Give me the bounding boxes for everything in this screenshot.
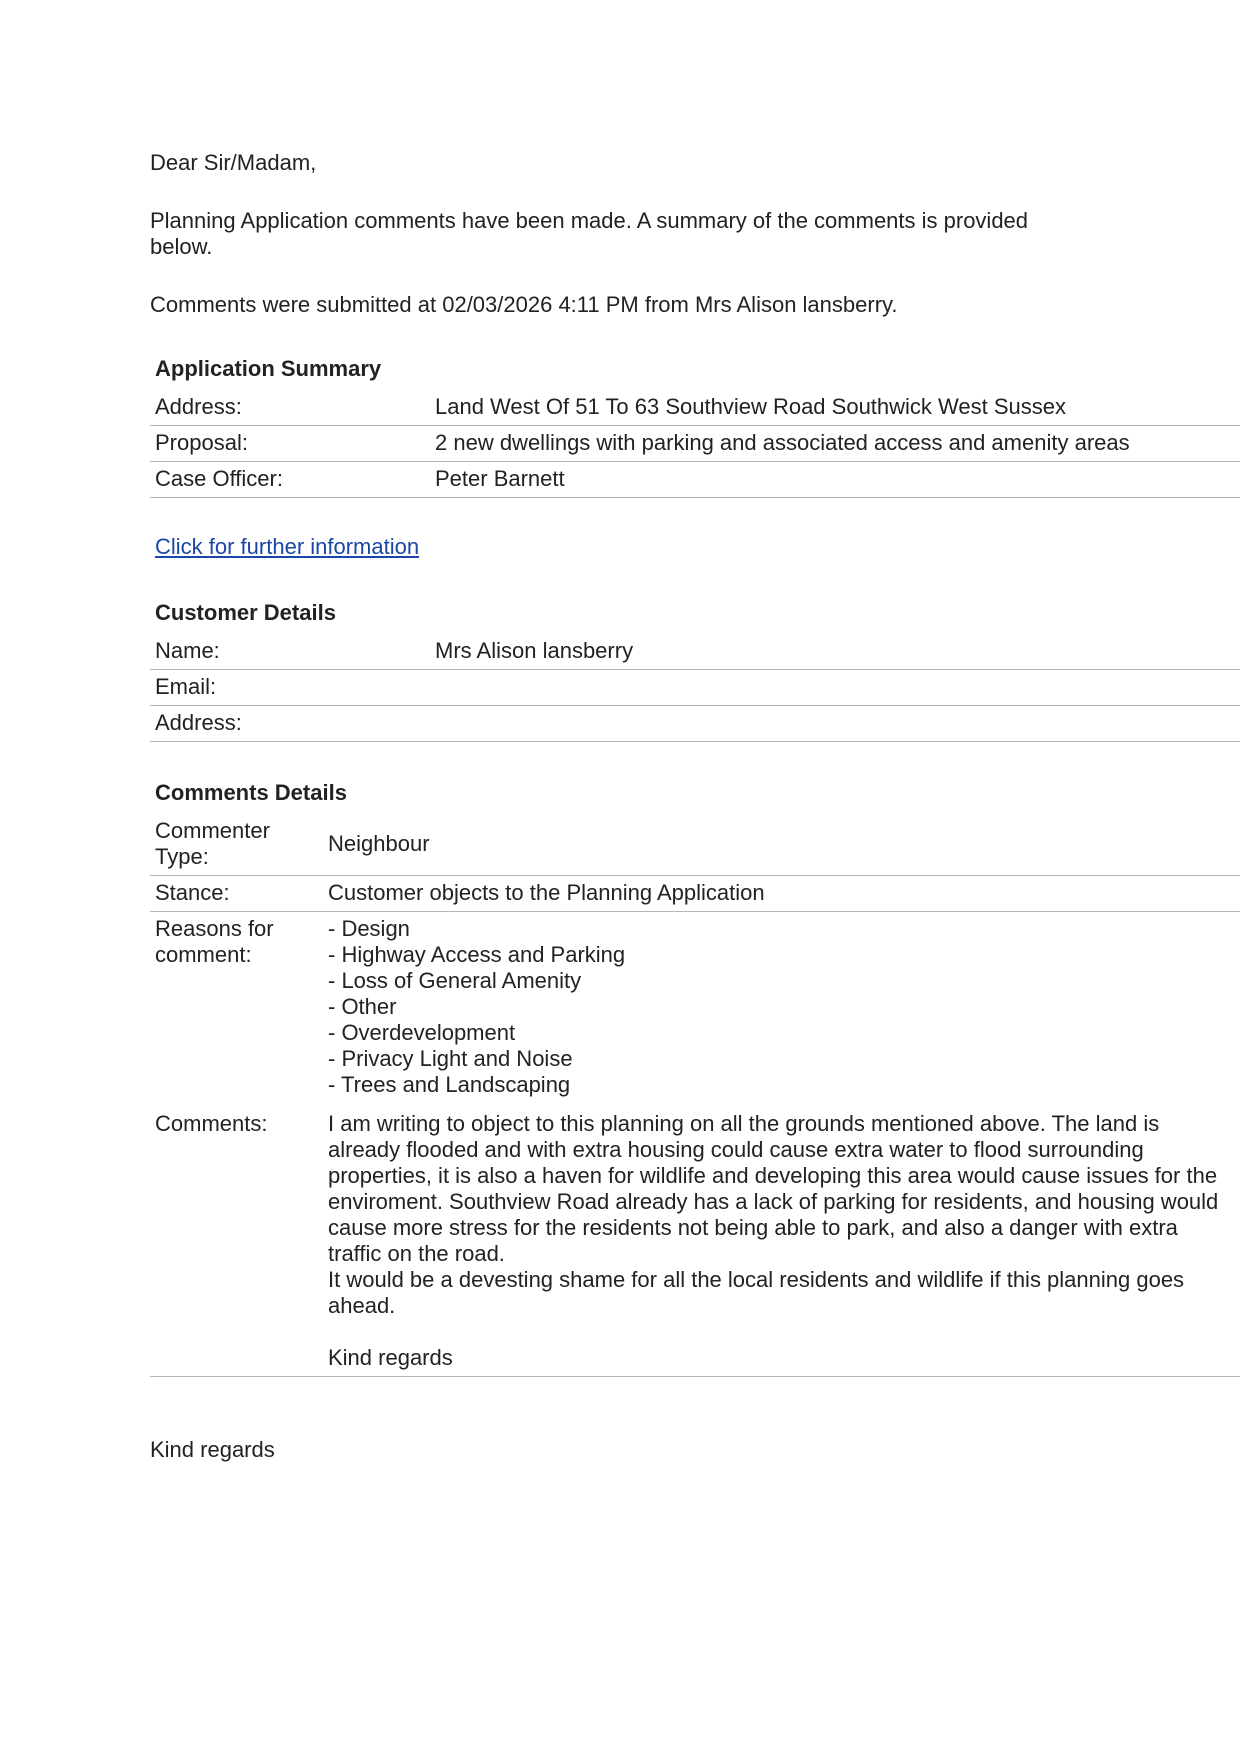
customer-name-value: Mrs Alison lansberry (430, 634, 1240, 670)
table-row (150, 634, 1240, 670)
proposal-label: Proposal: (150, 426, 430, 462)
table-row (150, 426, 1240, 462)
comments-details-title: Comments Details (155, 780, 347, 805)
customer-address-value (430, 706, 1240, 742)
list-item: - Design (328, 916, 410, 941)
intro-paragraph: Planning Application comments have been made. A summary of the comments is provided below. (150, 208, 1029, 259)
list-item: - Overdevelopment (328, 1020, 516, 1045)
case-officer-label: Case Officer: (150, 462, 430, 498)
customer-email-value (430, 670, 1240, 706)
list-item: - Other (328, 994, 397, 1019)
customer-email-label: Email: (150, 670, 430, 706)
submitted-line: Comments were submitted at 02/03/2026 4:11 PM from Mrs Alison lansberry. (150, 292, 898, 317)
reasons-value (323, 912, 1240, 1104)
list-item: - Trees and Landscaping (328, 1072, 571, 1097)
further-information-link[interactable]: Click for further information (155, 534, 420, 559)
customer-details-title: Customer Details (155, 600, 336, 625)
stance-label: Stance: (150, 876, 323, 912)
reasons-label: Reasons for comment: (155, 916, 274, 967)
table-row (150, 1103, 1240, 1377)
table-row (150, 876, 1240, 912)
salutation: Dear Sir/Madam, (150, 150, 317, 175)
list-item: - Loss of General Amenity (328, 968, 582, 993)
address-label: Address: (150, 390, 430, 426)
comments-text: I am writing to object to this planning on all the grounds mentioned above. The land is already flooded and with extra housing could cause extra water to flood surrounding properties, it is also a haven for wildlife and developing this area would cause issues for the enviroment. Southview Road already has a lack of parking for residents, and housing would cause more stress for the residents not being able to park, and also a danger with extra traffic on the road. It would be a devesting shame for all the local residents and wildlife if this planning goes ahead. Kind regards (323, 1103, 1240, 1377)
table-row (150, 670, 1240, 706)
table-row (150, 706, 1240, 742)
proposal-value: 2 new dwellings with parking and associated access and amenity areas (430, 426, 1240, 462)
address-value: Land West Of 51 To 63 Southview Road Southwick West Sussex (430, 390, 1240, 426)
list-item: - Highway Access and Parking (328, 942, 626, 967)
comments-label: Comments: (150, 1103, 323, 1377)
letter-body (150, 150, 1240, 1463)
table-row (150, 390, 1240, 426)
application-summary-title: Application Summary (155, 356, 382, 381)
closing: Kind regards (150, 1437, 275, 1462)
table-row (150, 462, 1240, 498)
list-item: - Privacy Light and Noise (328, 1046, 573, 1071)
case-officer-value: Peter Barnett (430, 462, 1240, 498)
table-row (150, 912, 1240, 1104)
commenter-type-value: Neighbour (323, 814, 1240, 876)
comments-details-table (150, 814, 1240, 1377)
stance-value: Customer objects to the Planning Application (323, 876, 1240, 912)
reasons-list (328, 916, 1235, 1098)
customer-details-table (150, 634, 1240, 742)
commenter-type-label: Commenter Type: (150, 814, 323, 876)
customer-address-label: Address: (150, 706, 430, 742)
customer-name-label: Name: (150, 634, 430, 670)
table-row (150, 814, 1240, 876)
application-summary-table (150, 390, 1240, 498)
